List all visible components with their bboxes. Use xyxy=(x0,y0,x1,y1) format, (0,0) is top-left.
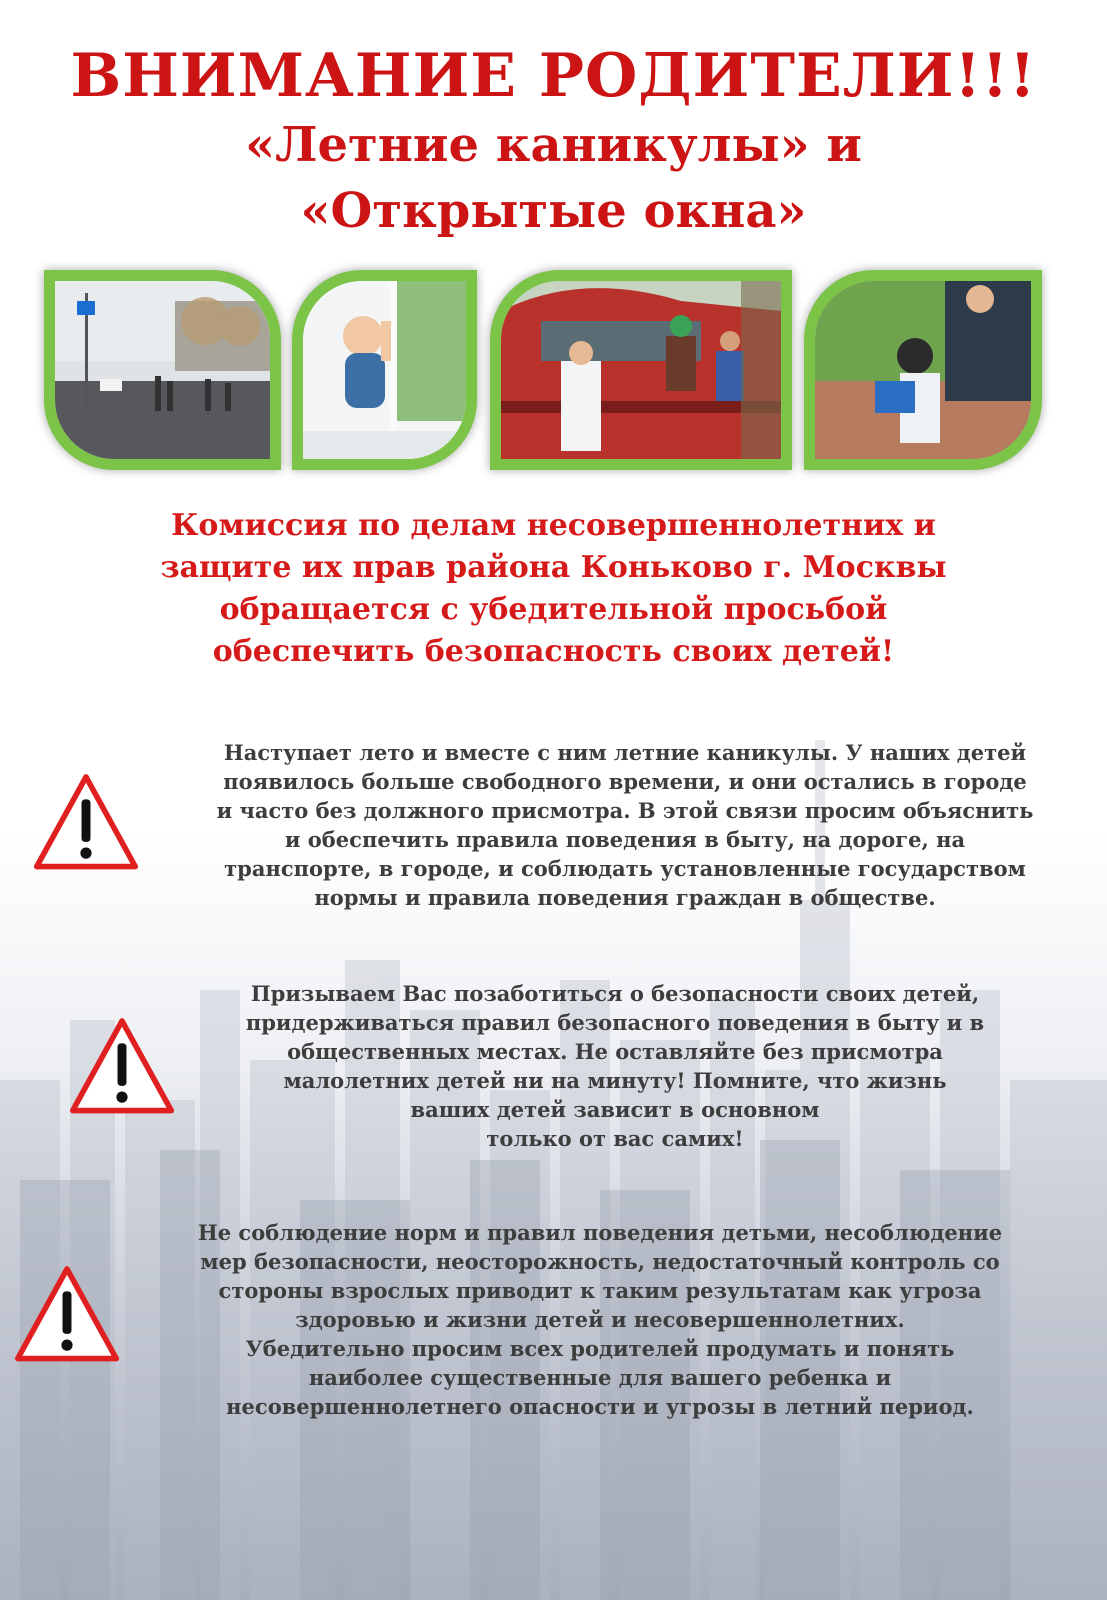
paragraph-line: малолетних детей ни на минуту! Помните, что жизнь xyxy=(283,1068,947,1093)
paragraph-line: несовершеннолетнего опасности и угрозы в летний период. xyxy=(226,1394,974,1419)
paragraph-line: и часто без должного присмотра. В этой связи просим объяснить xyxy=(216,798,1034,823)
photo-police-officer-with-child xyxy=(804,270,1042,470)
commission-line-4: обеспечить безопасность своих детей! xyxy=(212,634,895,669)
photo-pedestrian-crossing xyxy=(44,270,281,470)
paragraph-line: Убедительно просим всех родителей продумать и понять xyxy=(245,1336,955,1361)
commission-line-1: Комиссия по делам несовершеннолетних и xyxy=(171,508,936,543)
paragraph-line: появилось больше свободного времени, и они остались в городе xyxy=(223,769,1027,794)
page-title: ВНИМАНИЕ РОДИТЕЛИ!!! xyxy=(70,41,1037,111)
paragraph-summer-holidays xyxy=(160,738,1090,912)
paragraph-line: Не соблюдение норм и правил поведения детьми, несоблюдение xyxy=(197,1220,1003,1245)
paragraph-line: здоровью и жизни детей и несовершеннолетних. xyxy=(295,1307,905,1332)
paragraph-line: мер безопасности, неосторожность, недостаточный контроль со xyxy=(200,1249,1000,1274)
commission-line-3: обращается с убедительной просьбой xyxy=(219,592,888,627)
paragraph-line: придерживаться правил безопасного поведения в быту и в xyxy=(245,1010,985,1035)
header xyxy=(0,40,1107,244)
paragraph-line: общественных местах. Не оставляйте без присмотра xyxy=(287,1039,943,1064)
subtitle-line-1: «Летние каникулы» и xyxy=(245,117,862,173)
paragraph-parents-request xyxy=(140,1218,1060,1421)
warning-triangle-icon xyxy=(11,1260,123,1372)
subtitle-line-2: «Открытые окна» xyxy=(300,183,807,239)
warning-triangle-icon xyxy=(66,1012,178,1124)
paragraph-line: Наступает лето и вместе с ним летние каникулы. У наших детей xyxy=(223,740,1027,765)
paragraph-child-safety xyxy=(200,979,1030,1153)
photo-children-on-train xyxy=(490,270,792,470)
paragraph-line: и обеспечить правила поведения в быту, на дороге, на xyxy=(284,827,966,852)
paragraph-line: Призываем Вас позаботиться о безопасности своих детей, xyxy=(250,981,980,1006)
paragraph-line: ваших детей зависит в основном xyxy=(410,1097,820,1122)
commission-appeal xyxy=(0,505,1107,673)
commission-line-2: защите их прав района Коньково г. Москвы xyxy=(160,550,947,585)
paragraph-line: стороны взрослых приводит к таким результатам как угроза xyxy=(218,1278,982,1303)
paragraph-line: транспорте, в городе, и соблюдать установленные государством xyxy=(224,856,1026,881)
photo-strip xyxy=(44,270,1064,470)
paragraph-line: нормы и правила поведения граждан в обществе. xyxy=(314,885,936,910)
warning-triangle-icon xyxy=(30,768,142,880)
paragraph-line: наиболее существенные для вашего ребенка и xyxy=(308,1365,892,1390)
photo-child-at-window xyxy=(292,270,477,470)
paragraph-line: только от вас самих! xyxy=(486,1126,744,1151)
